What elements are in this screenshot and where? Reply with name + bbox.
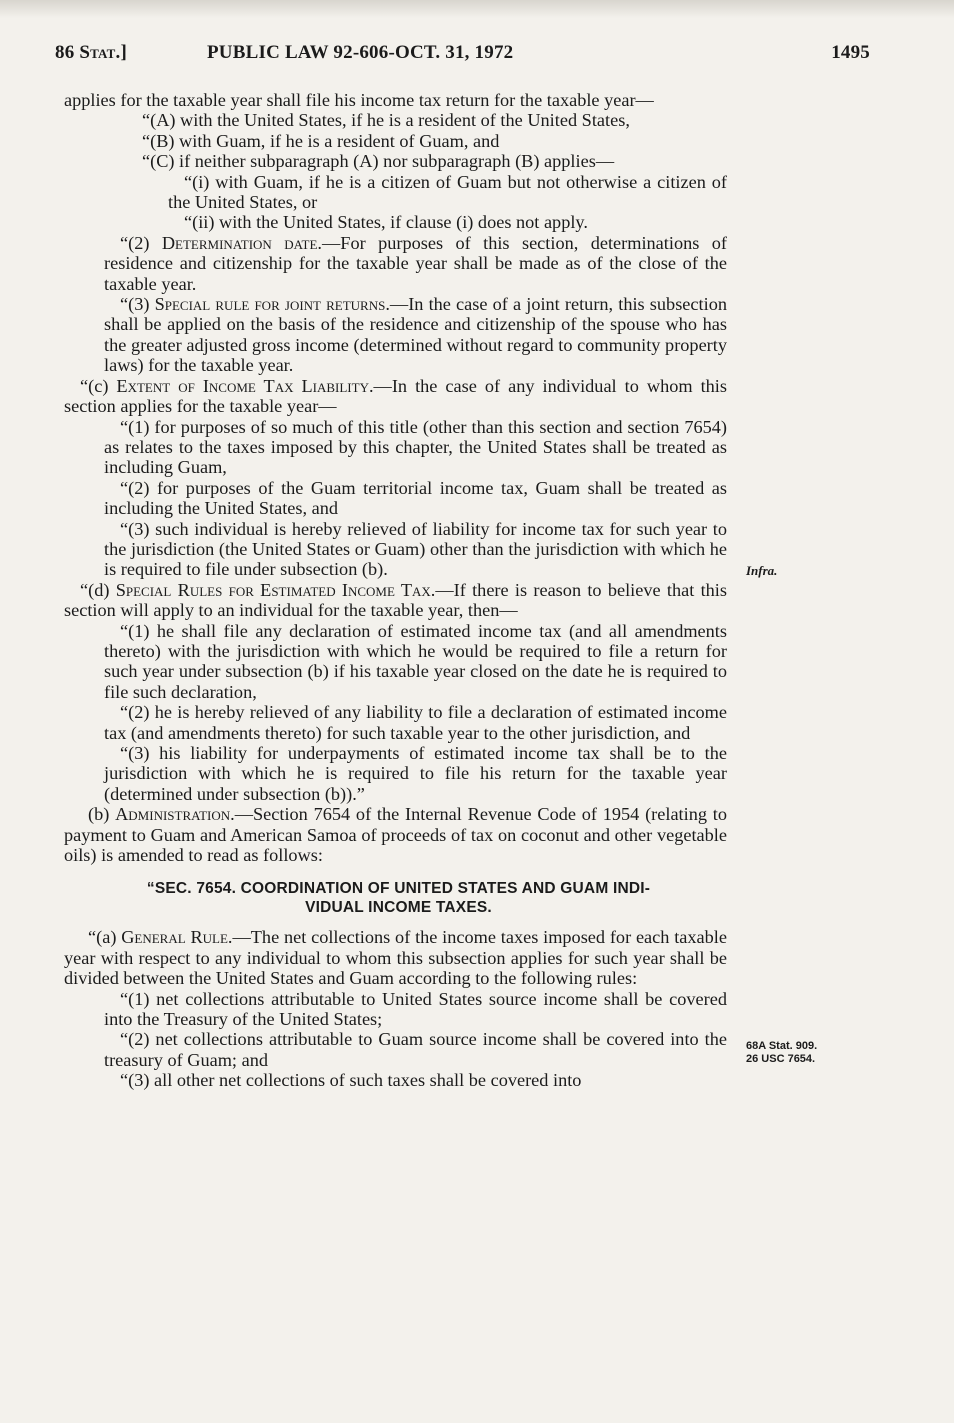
margin-note-infra: Infra. — [746, 563, 778, 578]
margin-citation-line-1: 68A Stat. 909. — [746, 1040, 818, 1052]
page-number: 1495 — [831, 42, 870, 63]
scan-top-edge — [0, 0, 954, 18]
clause-ii: “(ii) with the United States, if clause (i) does not apply. — [184, 212, 588, 233]
statute-reference: 86 Stat.] — [55, 42, 128, 63]
section-heading — [64, 879, 727, 917]
paragraph-c1: “(1) for purposes of so much of this title (other than this section and section 7654) as relates to the taxes imposed by this chapter, the United States shall be treated as including Guam, — [104, 416, 727, 478]
paragraph-a1: “(1) net collections attributable to United States source income shall be covered into the Treasury of the United States; — [104, 988, 727, 1030]
section-heading-line-2: VIDUAL INCOME TAXES. — [305, 899, 492, 917]
subparagraph-B: “(B) with Guam, if he is a resident of Guam, and — [142, 130, 500, 151]
paragraph-d3: “(3) his liability for underpayments of estimated income tax shall be to the jurisdiction with which he is required to file his return for the taxable year (determined under subsection (b)).” — [104, 743, 727, 804]
page-header — [55, 42, 870, 72]
subparagraph-A: “(A) with the United States, if he is a resident of the United States, — [142, 110, 630, 131]
paragraph-c2: “(2) for purposes of the Guam territorial income tax, Guam shall be treated as including the United States, and — [104, 477, 727, 519]
subsection-d: “(d) Special Rules for Estimated Income Tax.—If there is reason to believe that this section will apply to an individual for the taxable year, then— — [64, 579, 727, 621]
paragraph-d1: “(1) he shall file any declaration of estimated income tax (and all amendments thereto) with the jurisdiction with which he would be required to file a return for such year under subsection (b) if his taxable year closed on the date he is required to file such declaration, — [104, 620, 727, 702]
section-heading-line-1: “SEC. 7654. COORDINATION OF UNITED STATES AND GUAM INDI- — [146, 880, 651, 898]
paragraph-a2: “(2) net collections attributable to Guam source income shall be covered into the treasury of Guam; and — [104, 1029, 727, 1070]
subsection-a: “(a) General Rule.—The net collections of the income taxes imposed for each taxable year with respect to any individual to whom this subsection applies for such year shall be divided between the United States and Guam according to the following rules: — [64, 927, 727, 989]
subparagraph-C: “(C) if neither subparagraph (A) nor subparagraph (B) applies— — [142, 151, 615, 172]
paragraph-d2: “(2) he is hereby relieved of any liability to file a declaration of estimated income tax (and amendments thereto) for such taxable year to the other jurisdiction, and — [104, 702, 727, 743]
subsection-c: “(c) Extent of Income Tax Liability.—In the case of any individual to whom this section applies for the taxable year— — [64, 375, 727, 417]
page-title: PUBLIC LAW 92-606-OCT. 31, 1972 — [207, 42, 514, 63]
subsection-administration: (b) Administration.—Section 7654 of the Internal Revenue Code of 1954 (relating to payment to Guam and American Samoa of proceeds of tax on coconut and other vegetable oils) is amended to read as follows: — [64, 804, 727, 866]
paragraph-a3: “(3) all other net collections of such taxes shall be covered into — [120, 1070, 582, 1091]
paragraph: applies for the taxable year shall file his income tax return for the taxable year— — [64, 90, 654, 110]
paragraph-3: “(3) Special rule for joint returns.—In the case of a joint return, this subsection shall be applied on the basis of the residence and citizenship of the spouse who has the greater adjusted gross income (determined without regard to community property laws) for the taxable year. — [104, 294, 727, 376]
margin-note-citation — [746, 1040, 817, 1066]
clause-i: “(i) with Guam, if he is a citizen of Guam but not otherwise a citizen of the United States, or — [168, 171, 727, 213]
paragraph-c3: “(3) such individual is hereby relieved of liability for income tax for such year to the jurisdiction (the United States or Guam) other than the jurisdiction with which he is required to file under subsection (b). — [104, 518, 727, 580]
paragraph-2: “(2) Determination date.—For purposes of this section, determinations of residence and citizenship for the taxable year shall be made as of the close of the taxable year. — [104, 232, 727, 294]
body-text — [64, 90, 727, 1091]
margin-citation-line-2: 26 USC 7654. — [746, 1053, 816, 1065]
